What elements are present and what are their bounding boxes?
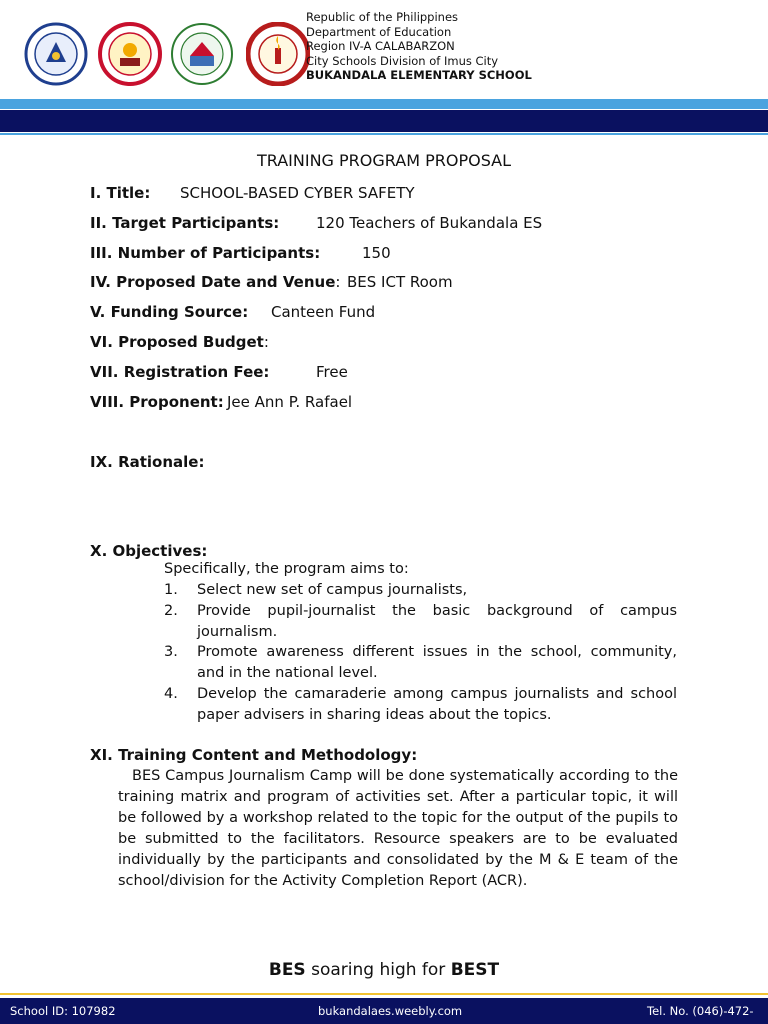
letterhead-department: Department of Education xyxy=(306,24,452,39)
objective-item xyxy=(164,601,677,642)
field-proponent xyxy=(90,393,353,411)
letterhead-school: BUKANDALA ELEMENTARY SCHOOL xyxy=(306,68,532,82)
objective-number: 1. xyxy=(164,582,178,598)
field-number-of-participants-value: 150 xyxy=(362,244,391,262)
footer-telephone: Tel. No. (046)-472- xyxy=(647,1004,754,1018)
objectives-intro: Specifically, the program aims to: xyxy=(164,561,409,577)
slogan-best: BEST xyxy=(450,960,500,980)
field-funding-source-label: V. Funding Source: xyxy=(90,303,249,321)
objective-number: 2. xyxy=(164,603,178,619)
slogan xyxy=(0,960,768,980)
field-title xyxy=(90,184,415,202)
field-registration-fee-value: Free xyxy=(316,363,348,381)
header-band-dark xyxy=(0,110,768,132)
field-funding-source xyxy=(90,303,376,321)
training-paragraph xyxy=(118,766,678,892)
objective-text: Provide pupil-journalist the basic background of campus journalism. xyxy=(197,603,677,640)
training-heading: XI. Training Content and Methodology: xyxy=(90,746,418,764)
field-funding-source-value: Canteen Fund xyxy=(271,303,376,321)
field-proponent-value: Jee Ann P. Rafael xyxy=(227,393,353,411)
footer-website: bukandalaes.weebly.com xyxy=(318,1004,463,1018)
objective-number: 3. xyxy=(164,644,178,660)
objective-number: 4. xyxy=(164,686,178,702)
letterhead-republic: Republic of the Philippines xyxy=(306,10,459,24)
footer-bar xyxy=(0,998,768,1024)
field-registration-fee-label: VII. Registration Fee: xyxy=(90,363,270,381)
field-proposed-budget-label: VI. Proposed Budget xyxy=(90,333,264,351)
deped-seal-logo xyxy=(24,22,88,86)
field-date-venue-label: IV. Proposed Date and Venue xyxy=(90,273,336,291)
field-target-participants-label: II. Target Participants: xyxy=(90,214,280,232)
footer-gold-line xyxy=(0,993,768,995)
header-band-thin xyxy=(0,133,768,135)
region-seal-logo xyxy=(98,22,162,86)
school-seal-logo xyxy=(246,22,310,86)
slogan-middle: soaring high for xyxy=(305,960,451,980)
objective-item xyxy=(164,580,677,601)
objective-text: Select new set of campus journalists, xyxy=(197,582,468,598)
field-proposed-budget-colon: : xyxy=(263,333,269,351)
field-proponent-label: VIII. Proponent: xyxy=(90,393,224,411)
letterhead xyxy=(306,10,532,83)
field-registration-fee xyxy=(90,363,348,381)
field-target-participants-value: 120 Teachers of Bukandala ES xyxy=(316,214,543,232)
header-band-light xyxy=(0,99,768,109)
rationale-heading: IX. Rationale: xyxy=(90,453,205,471)
objectives-heading: X. Objectives: xyxy=(90,542,208,560)
letterhead-division: City Schools Division of Imus City xyxy=(306,53,499,68)
field-number-of-participants-label: III. Number of Participants: xyxy=(90,244,321,262)
objective-item xyxy=(164,684,677,725)
division-seal-logo xyxy=(170,22,234,86)
slogan-bes: BES xyxy=(268,960,306,980)
field-title-label: I. Title: xyxy=(90,184,151,202)
field-title-value: SCHOOL-BASED CYBER SAFETY xyxy=(180,184,415,202)
objective-text: Promote awareness different issues in the school, community, and in the national level. xyxy=(197,644,677,681)
objective-item xyxy=(164,642,677,683)
training-text: BES Campus Journalism Camp will be done systematically according to the training matrix and program of activities set. After a particular topic, it will be followed by a workshop related to the topic for the output of the pupils to be submitted to the facilitators. Resource speakers are to be evaluated individually by the participants and consolidated by the M & E team of the school/division for the Activity Completion Report (ACR). xyxy=(118,768,678,889)
field-date-venue-value: BES ICT Room xyxy=(347,273,453,291)
letterhead-region: Region IV-A CALABARZON xyxy=(306,39,455,53)
field-date-venue-colon: : xyxy=(335,273,341,291)
field-date-venue xyxy=(90,273,453,291)
field-proposed-budget xyxy=(90,333,269,351)
footer-school-id: School ID: 107982 xyxy=(10,1004,116,1018)
field-number-of-participants xyxy=(90,244,391,262)
objective-text: Develop the camaraderie among campus journalists and school paper advisers in sharing ideas about the topics. xyxy=(197,686,677,723)
document-title: TRAINING PROGRAM PROPOSAL xyxy=(256,151,512,170)
field-target-participants xyxy=(90,214,543,232)
